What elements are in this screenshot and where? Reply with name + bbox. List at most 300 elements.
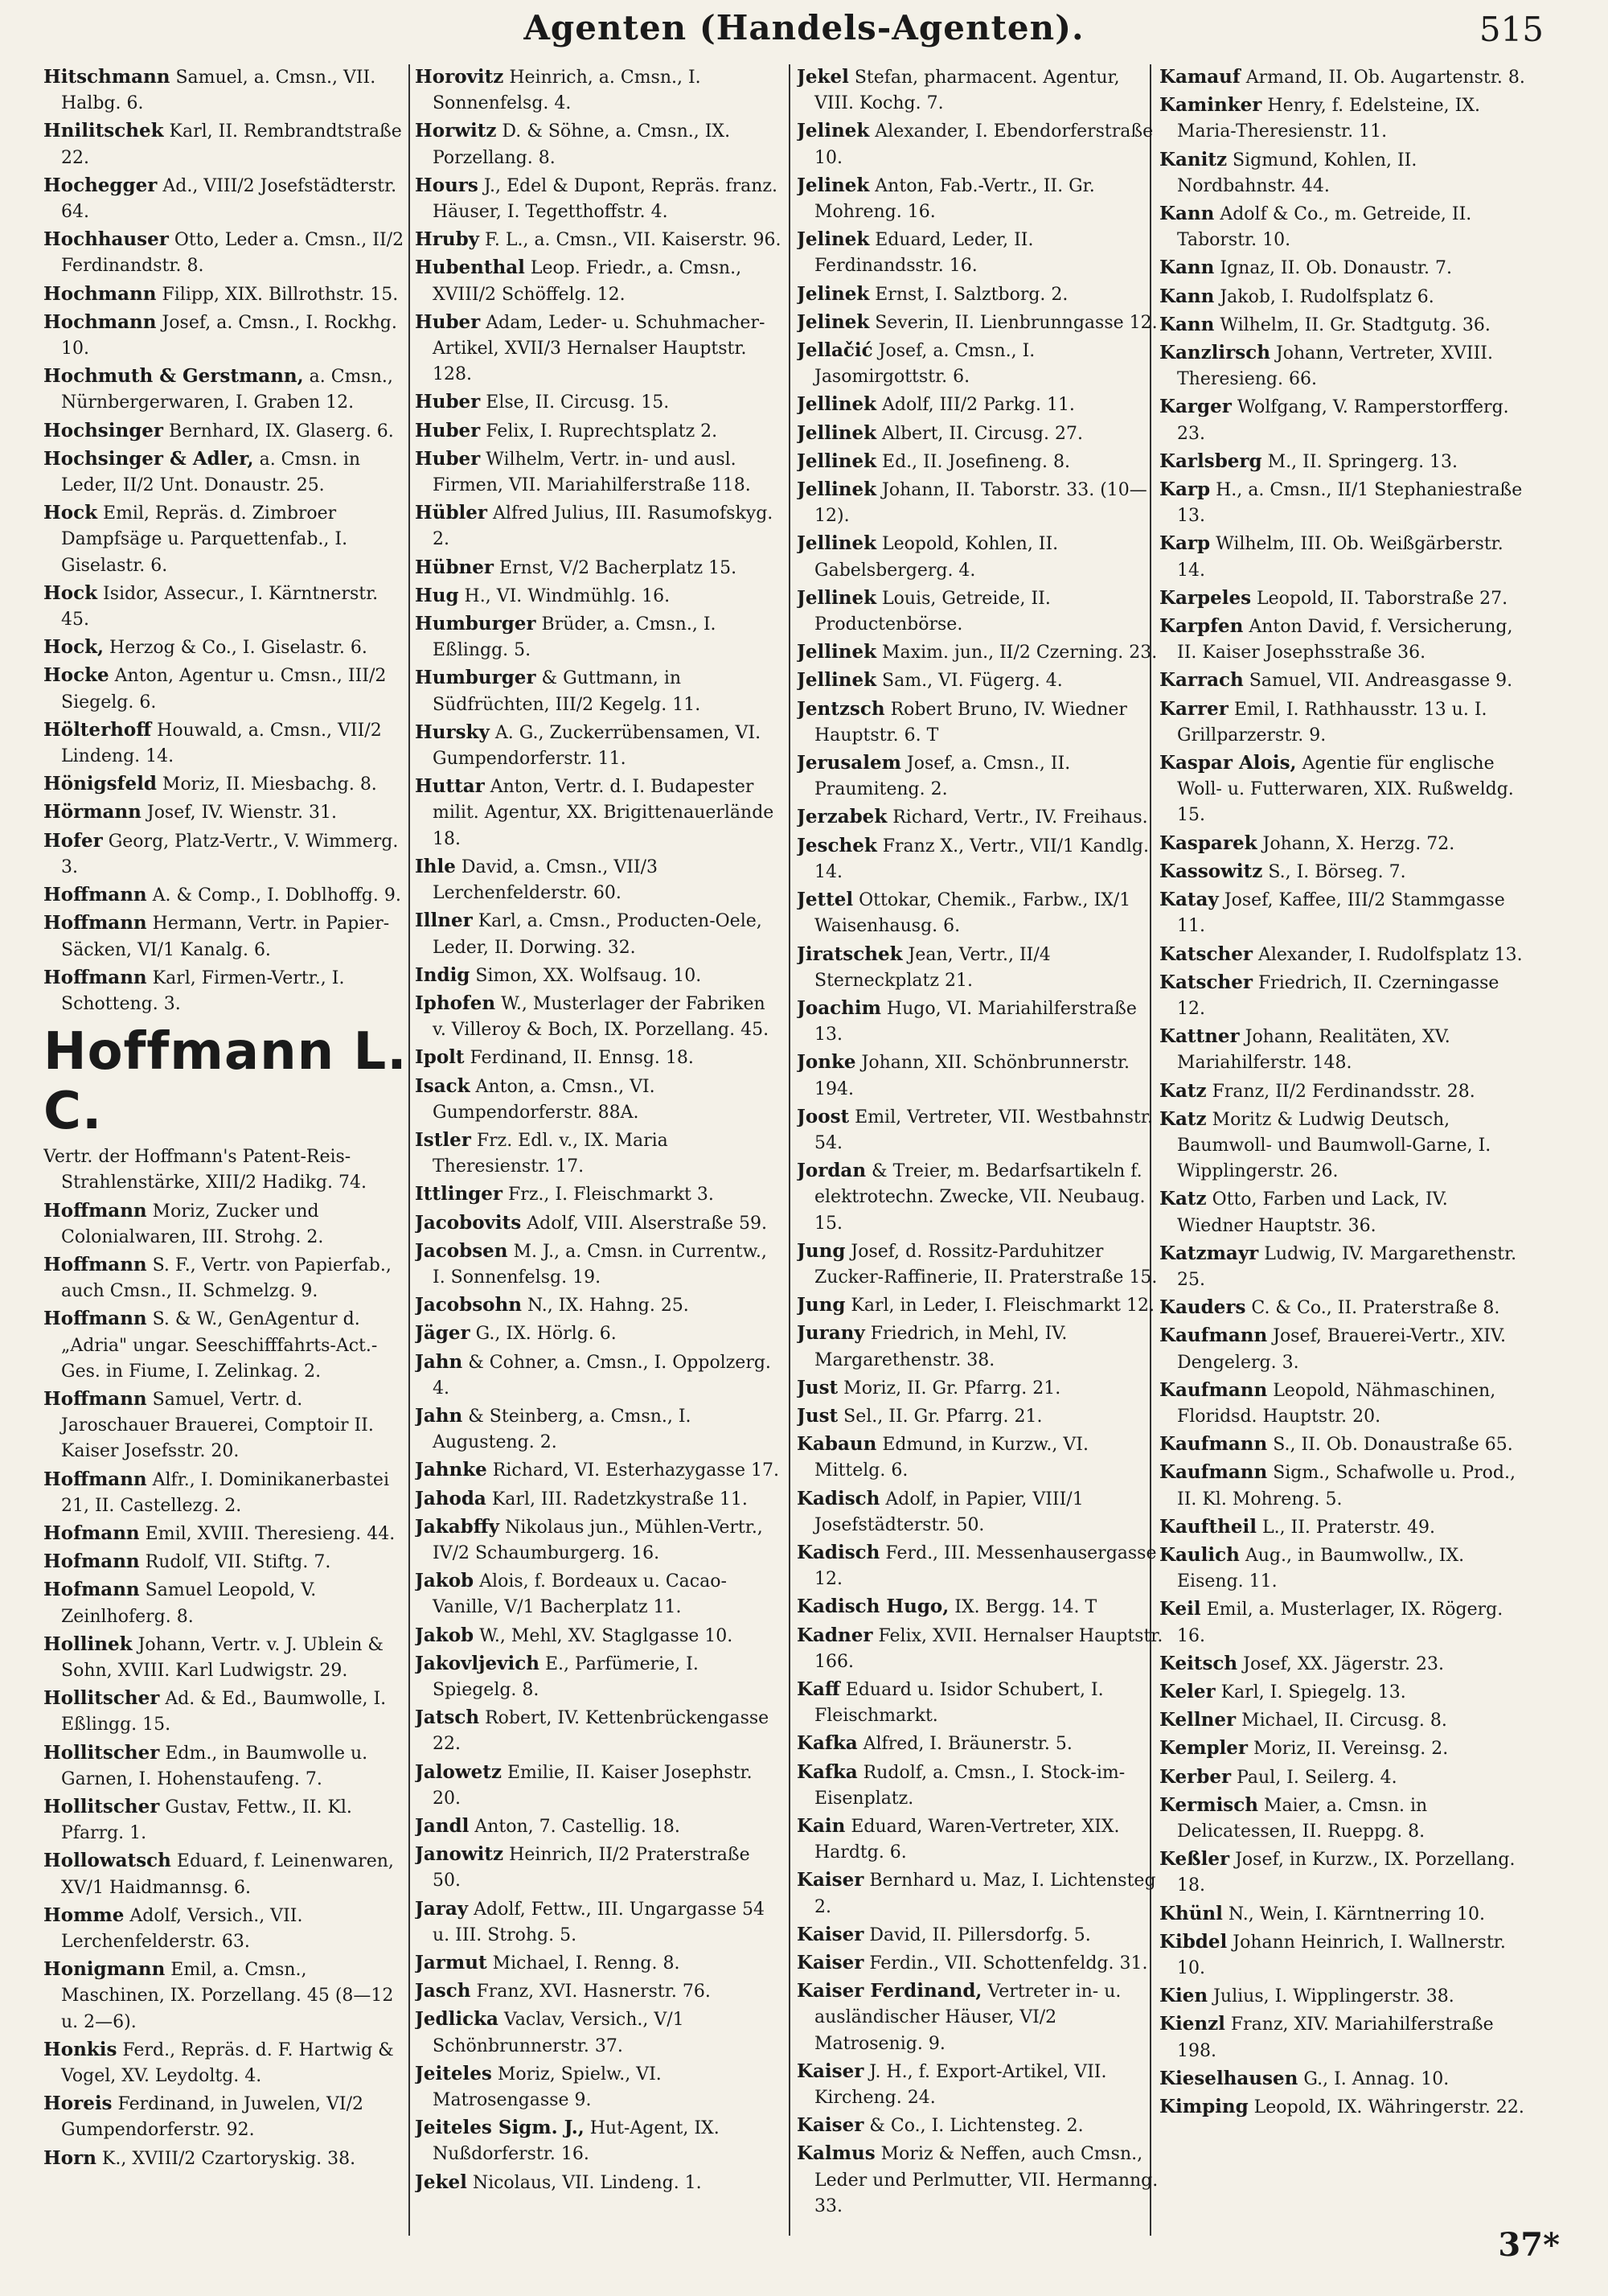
entry-details: Emil, I. Rathhausstr. 13 u. I. Grillparzerstr. 9.: [1177, 699, 1487, 745]
entry-details: Franz, XIV. Mariahilferstraße 198.: [1177, 2015, 1494, 2061]
entry-details: Leop. Friedr., a. Cmsn., XVIII/2 Schöffelg. 12.: [433, 258, 742, 305]
entry-name: Jahnke: [415, 1459, 487, 1481]
directory-entry: [415, 774, 781, 852]
entry-details: Anton, Vertr. d. I. Budapester milit. Agentur, XX. Brigittenauerlände 18.: [433, 777, 774, 849]
directory-entry: [43, 1252, 410, 1304]
entry-name: Jelinek: [797, 228, 870, 251]
directory-entry: [1159, 1651, 1526, 1678]
directory-entry: [43, 1794, 410, 1846]
entry-details: Sigm., Schafwolle u. Prod., II. Kl. Mohreng. 5.: [1177, 1463, 1516, 1509]
entry-details: Louis, Getreide, II. Productenbörse.: [814, 588, 1051, 635]
entry-name: Kaufmann: [1159, 1378, 1268, 1401]
entry-name: Keßler: [1159, 1848, 1230, 1871]
entry-details: S. & W., GenAgentur d. „Adria" ungar. Seeschifffahrts-Act.-Ges. in Fiume, I. Zelinkag. 2.: [61, 1309, 378, 1382]
entry-name: Keil: [1159, 1598, 1201, 1620]
directory-entry: [797, 1486, 1163, 1538]
entry-details: Paul, I. Seilerg. 4.: [1231, 1767, 1397, 1788]
entry-details: Robert Bruno, IV. Wiedner Hauptstr. 6. T: [814, 699, 1127, 745]
entry-details: Emilie, II. Kaiser Josephstr. 20.: [433, 1762, 753, 1809]
entry-name: Katscher: [1159, 971, 1253, 993]
entry-details: & Steinberg, a. Cmsn., I. Augusteng. 2.: [433, 1406, 691, 1453]
entry-name: Hollowatsch: [43, 1850, 171, 1872]
directory-entry: [43, 500, 410, 579]
entry-name: Jahoda: [415, 1487, 486, 1509]
directory-entry: [415, 2115, 781, 2167]
directory-entry: [43, 1686, 410, 1738]
entry-name: Jekel: [797, 66, 849, 88]
entry-details: Edmund, in Kurzw., VI. Mittelg. 6.: [814, 1435, 1089, 1481]
directory-entry: [1159, 1078, 1526, 1105]
entry-name: Katz: [1159, 1079, 1207, 1102]
entry-details: Bernhard, IX. Glaserg. 6.: [163, 421, 394, 442]
entry-details: Nikolaus jun., Mühlen-Vertr., IV/2 Schaumburgerg. 16.: [433, 1517, 763, 1563]
entry-details: Adolf & Co., m. Getreide, II. Taborstr. 10.: [1177, 204, 1472, 251]
entry-name: Istler: [415, 1128, 471, 1151]
directory-entry: [797, 1158, 1163, 1237]
entry-details: Friedrich, in Mehl, IV. Margarethenstr. 38.: [814, 1324, 1068, 1370]
entry-details: D. & Söhne, a. Cmsn., IX. Porzellang. 8.: [433, 121, 731, 168]
directory-entry: [797, 1431, 1163, 1484]
entry-details: Adolf, in Papier, VIII/1 Josefstädterstr. 50.: [814, 1489, 1084, 1535]
directory-entry: [415, 1514, 781, 1567]
entry-details: Ignaz, II. Ob. Donaustr. 7.: [1214, 258, 1452, 279]
entry-name: Jellinek: [797, 641, 877, 663]
entry-details: Alfr., I. Dominikanerbastei 21, II. Castellezg. 2.: [61, 1469, 389, 1516]
entry-details: Hugo, VI. Mariahilferstraße 13.: [814, 998, 1137, 1045]
directory-entry: [43, 1386, 410, 1465]
entry-details: Aug., in Baumwollw., IX. Eiseng. 11.: [1177, 1545, 1465, 1592]
entry-details: Ferd., III. Messenhausergasse 12.: [814, 1542, 1157, 1590]
entry-name: Hollitscher: [43, 1687, 160, 1710]
entry-name: Hochsinger: [43, 419, 164, 442]
directory-entry: [1159, 201, 1526, 253]
directory-entry: [1159, 1846, 1526, 1899]
entry-details: Alexander, I. Ebendorferstraße 10.: [814, 121, 1154, 168]
entry-name: Kalmus: [797, 2142, 876, 2165]
directory-entry: [1159, 92, 1526, 145]
directory-entry: [797, 667, 1163, 694]
directory-entry: [415, 2170, 781, 2196]
entry-name: Jacobsen: [415, 1239, 508, 1262]
entry-details: Moriz, II. Vereinsg. 2.: [1248, 1739, 1449, 1760]
display-entry: Hoffmann L. C.: [43, 1022, 408, 1142]
entry-details: Agentie für englische Woll- u. Futterwaren, XIX. Rußweldg. 15.: [1177, 754, 1514, 826]
entry-details: David, II. Pillersdorfg. 5.: [863, 1924, 1091, 1945]
entry-details: Samuel, a. Cmsn., VII. Halbg. 6.: [61, 68, 376, 114]
entry-details: Otto, Farben und Lack, IV. Wiedner Hauptstr. 36.: [1177, 1189, 1448, 1236]
entry-details: Moritz & Ludwig Deutsch, Baumwoll- und Baumwoll-Garne, I. Wipplingerstr. 26.: [1177, 1109, 1491, 1182]
entry-name: Hörmann: [43, 801, 142, 824]
directory-entry: [43, 1198, 410, 1251]
entry-name: Kaff: [797, 1678, 840, 1700]
entry-name: Just: [797, 1404, 839, 1427]
entry-details: Karl, II. Rembrandtstraße 22.: [61, 121, 402, 168]
directory-entry: [1159, 2094, 1526, 2121]
entry-name: Humburger: [415, 667, 536, 689]
entry-name: Jakob: [415, 1570, 474, 1592]
directory-entry: [1159, 942, 1526, 968]
entry-name: Hoffmann: [43, 1199, 147, 1222]
entry-details: Ernst, I. Salztborg. 2.: [869, 284, 1069, 305]
entry-name: Hubenthal: [415, 257, 525, 279]
directory-entry: [43, 1957, 410, 2035]
entry-details: Nicolaus, VII. Lindeng. 1.: [466, 2172, 702, 2193]
entry-name: Jacobsohn: [415, 1294, 522, 1316]
entry-details: Else, II. Circusg. 15.: [480, 392, 670, 413]
entry-details: Emil, Vertreter, VII. Westbahnstr. 54.: [814, 1107, 1153, 1153]
directory-entry: [43, 118, 410, 170]
directory-entry: [1159, 284, 1526, 310]
entry-details: Josef, d. Rossitz-Parduhitzer Zucker-Raffinerie, II. Praterstraße 15.: [814, 1241, 1158, 1288]
entry-details: Ottokar, Chemik., Farbw., IX/1 Waisenhausg. 6.: [814, 890, 1131, 937]
entry-details: Vaclav, Versich., V/1 Schönbrunnerstr. 37.: [433, 2010, 684, 2056]
entry-name: Jellinek: [797, 479, 877, 501]
entry-name: Kann: [1159, 203, 1215, 225]
directory-entry: [797, 804, 1163, 831]
entry-name: Kann: [1159, 257, 1215, 279]
entry-details: Alfred, I. Bräunerstr. 5.: [857, 1734, 1073, 1755]
entry-name: Humburger: [415, 613, 536, 635]
directory-entry: [797, 2113, 1163, 2139]
directory-entry: [797, 281, 1163, 308]
entry-name: Kienzl: [1159, 2013, 1225, 2035]
entry-details: Anton, 7. Castellig. 18.: [469, 1817, 680, 1837]
directory-entry: [1159, 1596, 1526, 1649]
directory-entry: [415, 908, 781, 960]
entry-name: Jahn: [415, 1350, 463, 1373]
entry-details: Josef, Brauerei-Vertr., XIV. Dengelerg. 3.: [1177, 1326, 1507, 1373]
entry-name: Karlsberg: [1159, 450, 1262, 472]
directory-entry: [415, 991, 781, 1043]
entry-details: Franz, II/2 Ferdinandsstr. 28.: [1206, 1081, 1475, 1102]
entry-name: Katzmayr: [1159, 1242, 1259, 1264]
entry-name: Kanitz: [1159, 148, 1228, 170]
entry-name: Kattner: [1159, 1025, 1240, 1048]
directory-entry: [415, 1349, 781, 1402]
directory-entry: [1159, 1241, 1526, 1293]
entry-details: Houwald, a. Cmsn., VII/2 Lindeng. 14.: [61, 720, 382, 767]
entry-details: Anton, Fab.-Vertr., II. Gr. Mohreng. 16.: [814, 175, 1095, 223]
entry-name: Kadisch: [797, 1487, 880, 1509]
entry-details: M., II. Springerg. 13.: [1261, 451, 1458, 472]
directory-entry: [43, 2091, 410, 2143]
entry-name: Kaufmann: [1159, 1433, 1268, 1456]
entry-details: Eduard, f. Leinenwaren, XV/1 Haidmannsg. 6.: [61, 1851, 394, 1898]
entry-details: Frz. Edl. v., IX. Maria Theresienstr. 17.: [433, 1130, 668, 1177]
directory-entry: [1159, 255, 1526, 281]
entry-name: Kellner: [1159, 1709, 1237, 1731]
directory-entry: [1159, 1793, 1526, 1845]
entry-name: Jahn: [415, 1404, 463, 1427]
entry-details: & Treier, m. Bedarfsartikeln f. elektrotechn. Zwecke, VII. Neubaug. 15.: [814, 1161, 1146, 1234]
entry-details: Adolf, III/2 Parkg. 11.: [876, 395, 1075, 416]
entry-details: Stefan, pharmacent. Agentur, VIII. Kochg. 7.: [814, 68, 1120, 114]
entry-name: Huber: [415, 391, 481, 413]
directory-entry: [415, 255, 781, 307]
entry-details: Filipp, XIX. Billrothstr. 15.: [156, 284, 399, 305]
directory-entry: [43, 418, 410, 445]
directory-entry: [1159, 1323, 1526, 1375]
entry-details: Ferd., Repräs. d. F. Hartwig & Vogel, XV. Leydoltg. 4.: [61, 2039, 394, 2087]
directory-entry: [1159, 859, 1526, 885]
entry-name: Jurany: [797, 1322, 865, 1345]
directory-entry: [1159, 1107, 1526, 1185]
entry-details: Emil, a. Musterlager, IX. Rögerg. 16.: [1177, 1600, 1503, 1646]
directory-entry: [43, 1903, 410, 1955]
entry-details: G., IX. Hörlg. 6.: [470, 1324, 617, 1345]
entry-details: Wilhelm, II. Gr. Stadtgutg. 36.: [1214, 314, 1491, 335]
directory-entry: [797, 1540, 1163, 1592]
directory-entry: [797, 421, 1163, 447]
entry-details: Sel., II. Gr. Pfarrg. 21.: [838, 1406, 1043, 1427]
entry-name: Hoffmann: [43, 884, 147, 906]
entry-name: Hock,: [43, 636, 105, 659]
entry-details: Ludwig, IV. Margarethenstr. 25.: [1177, 1243, 1517, 1290]
entry-name: Hocke: [43, 664, 109, 687]
directory-entry: [797, 118, 1163, 170]
entry-details: H., VI. Windmühlg. 16.: [458, 585, 671, 606]
entry-details: Armand, II. Ob. Augartenstr. 8.: [1240, 68, 1525, 88]
directory-entry: [43, 281, 410, 308]
entry-details: Wilhelm, III. Ob. Weißgärberstr. 14.: [1177, 534, 1503, 581]
directory-entry: [1159, 1514, 1526, 1541]
entry-name: Hollitscher: [43, 1741, 160, 1764]
directory-entry: [415, 1045, 781, 1071]
entry-name: Janowitz: [415, 1843, 504, 1866]
entry-name: Hollinek: [43, 1633, 133, 1655]
entry-name: Kabaun: [797, 1433, 877, 1456]
entry-name: Iphofen: [415, 992, 496, 1014]
entry-name: Huber: [415, 419, 481, 442]
entry-name: Keler: [1159, 1680, 1216, 1702]
directory-entry: [797, 1950, 1163, 1977]
directory-entry: [1159, 1929, 1526, 1982]
entry-details: Vertr. der Hoffmann's Patent-Reis-Strahlenstärke, XIII/2 Hadikg. 74.: [43, 1147, 367, 1193]
entry-name: Kibdel: [1159, 1930, 1228, 1953]
entry-details: J. H., f. Export-Artikel, VII. Kircheng. 24.: [814, 2061, 1107, 2109]
entry-details: N., Wein, I. Kärntnerring 10.: [1222, 1904, 1485, 1924]
entry-name: Jiratschek: [797, 943, 903, 965]
entry-name: Hölterhoff: [43, 718, 152, 741]
directory-entry: [43, 799, 410, 826]
directory-entry: [797, 1922, 1163, 1949]
directory-entry: [415, 1181, 781, 1208]
entry-details: Vertreter in- u. ausländischer Häuser, VI/2 Matrosenig. 9.: [814, 1982, 1122, 2054]
directory-entry: [43, 717, 410, 770]
entry-name: Kadisch: [797, 1541, 880, 1563]
entry-name: Jacobovits: [415, 1211, 522, 1234]
column-4: [1159, 64, 1526, 2236]
entry-details: Hermann, Vertr. in Papier-Säcken, VI/1 Kanalg. 6.: [61, 914, 390, 960]
directory-entry: [43, 446, 410, 499]
entry-details: Ernst, V/2 Bacherplatz 15.: [494, 557, 737, 578]
entry-name: Kerber: [1159, 1765, 1232, 1788]
directory-entry: [43, 2146, 410, 2172]
entry-details: Emil, Repräs. d. Zimbroer Dampfsäge u. Parquettenfab., I. Giselastr. 6.: [61, 503, 348, 576]
directory-columns: [43, 64, 1563, 2236]
entry-name: Hug: [415, 584, 459, 606]
directory-entry: [43, 1632, 410, 1684]
directory-entry: [797, 1813, 1163, 1866]
entry-details: Josef, IV. Wienstr. 31.: [141, 803, 337, 824]
entry-name: Hochhauser: [43, 228, 169, 251]
entry-details: Simon, XX. Wolfsaug. 10.: [470, 965, 702, 986]
directory-entry: [415, 1127, 781, 1180]
entry-details: Jean, Vertr., II/4 Sterneckplatz 21.: [814, 944, 1051, 991]
directory-entry: [1159, 64, 1526, 91]
entry-details: Johann, Realitäten, XV. Mariahilferstr. 148.: [1177, 1027, 1450, 1074]
entry-name: Jellinek: [797, 586, 877, 609]
entry-name: Jung: [797, 1239, 846, 1262]
directory-entry: [797, 173, 1163, 225]
entry-details: Karl, I. Spiegelg. 13.: [1215, 1682, 1406, 1702]
entry-name: Jerusalem: [797, 752, 901, 774]
directory-entry: [1159, 2066, 1526, 2093]
directory-entry: [797, 833, 1163, 885]
entry-details: Michael, II. Circusg. 8.: [1236, 1711, 1447, 1731]
directory-entry: [415, 64, 781, 117]
entry-name: Jeiteles: [415, 2062, 492, 2084]
directory-entry: [1159, 1707, 1526, 1734]
entry-name: Hochmann: [43, 310, 157, 333]
entry-details: & Cohner, a. Cmsn., I. Oppolzerg. 4.: [433, 1352, 771, 1399]
entry-name: Indig: [415, 963, 470, 986]
entry-details: Josef, a. Cmsn., II. Praumiteng. 2.: [814, 754, 1071, 800]
entry-name: Karpfen: [1159, 615, 1244, 638]
entry-details: Johann, Vertr. v. J. Ublein & Sohn, XVIII. Karl Ludwigstr. 29.: [61, 1634, 384, 1681]
entry-details: H., a. Cmsn., II/1 Stephaniestraße 13.: [1177, 480, 1523, 527]
directory-entry: [797, 639, 1163, 666]
entry-name: Hitschmann: [43, 66, 170, 88]
entry-details: Sigmund, Kohlen, II. Nordbahnstr. 44.: [1177, 150, 1417, 196]
entry-name: Hochmuth & Gerstmann,: [43, 365, 304, 388]
entry-name: Jandl: [415, 1815, 470, 1837]
entry-name: Horeis: [43, 2093, 113, 2115]
entry-name: Jedlicka: [415, 2008, 498, 2031]
entry-name: Jellinek: [797, 669, 877, 692]
directory-entry: [43, 1521, 410, 1547]
entry-details: Maxim. jun., II/2 Czerning. 23.: [876, 643, 1158, 663]
entry-name: Ittlinger: [415, 1183, 503, 1206]
entry-details: a. Cmsn., Nürnbergerwaren, I. Graben 12.: [61, 367, 393, 413]
entry-name: Kaspar Alois,: [1159, 752, 1297, 774]
directory-entry: [415, 1813, 781, 1840]
entry-details: Josef, Kaffee, III/2 Stammgasse 11.: [1177, 890, 1505, 937]
entry-name: Kadisch Hugo,: [797, 1596, 950, 1618]
directory-entry: [797, 1375, 1163, 1402]
entry-details: S. F., Vertr. von Papierfab., auch Cmsn., II. Schmelzg. 9.: [61, 1255, 392, 1302]
entry-name: Kafka: [797, 1760, 858, 1783]
entry-name: Katscher: [1159, 943, 1253, 965]
entry-details: Robert, IV. Kettenbrückengasse 22.: [433, 1708, 769, 1755]
directory-entry: [415, 500, 781, 552]
entry-details: Anton David, f. Versicherung, II. Kaiser Josephsstraße 36.: [1177, 617, 1513, 663]
entry-name: Jakovljevich: [415, 1652, 539, 1674]
directory-entry: [797, 887, 1163, 939]
entry-details: Leopold, Nähmaschinen, Floridsd. Hauptstr. 20.: [1177, 1380, 1496, 1427]
directory-entry: [797, 1238, 1163, 1291]
entry-details: Otto, Leder a. Cmsn., II/2 Ferdinandstr. 8.: [61, 230, 404, 277]
entry-details: Johann Heinrich, I. Wallnerstr. 10.: [1177, 1932, 1506, 1979]
directory-entry: [1159, 1460, 1526, 1512]
entry-name: Hoffmann: [43, 966, 147, 988]
entry-details: Moriz, II. Miesbachg. 8.: [156, 774, 377, 795]
directory-entry: [797, 1292, 1163, 1319]
directory-entry: [415, 854, 781, 906]
entry-details: Alois, f. Bordeaux u. Cacao-Vanille, V/1 Bacherplatz 11.: [433, 1571, 727, 1618]
entry-details: S., II. Ob. Donaustraße 65.: [1267, 1435, 1513, 1456]
entry-details: Julius, I. Wipplingerstr. 38.: [1208, 1986, 1454, 2007]
entry-details: Moriz, Zucker und Colonialwaren, III. Strohg. 2.: [61, 1201, 324, 1247]
entry-name: Jaray: [415, 1897, 469, 1920]
entry-details: Franz, XVI. Hasnerstr. 76.: [470, 1982, 711, 2002]
directory-entry: [415, 1568, 781, 1620]
entry-name: Kempler: [1159, 1737, 1249, 1760]
directory-entry: [797, 1978, 1163, 2057]
directory-entry: [797, 2141, 1163, 2220]
entry-name: Hoffmann: [43, 1308, 147, 1330]
entry-name: Jettel: [797, 889, 854, 911]
entry-details: Moriz & Neffen, auch Cmsn., Leder und Perlmutter, VII. Hermanng. 33.: [814, 2144, 1159, 2216]
entry-name: Jeiteles Sigm. J.,: [415, 2117, 585, 2139]
directory-entry: [43, 882, 410, 909]
entry-name: Keitsch: [1159, 1652, 1238, 1674]
entry-details: Richard, VI. Esterhazygasse 17.: [486, 1460, 779, 1481]
entry-details: Rudolf, VII. Stiftg. 7.: [139, 1552, 331, 1573]
directory-entry: [43, 1549, 410, 1575]
entry-details: Ferdinand, II. Ennsg. 18.: [464, 1048, 694, 1069]
entry-details: Adolf, Versich., VII. Lerchenfelderstr. 63.: [61, 1905, 303, 1952]
entry-name: Jelinek: [797, 310, 870, 333]
entry-name: Jellačić: [797, 339, 873, 362]
directory-entry: [415, 1074, 781, 1126]
entry-details: Josef, a. Cmsn., I. Rockhg. 10.: [61, 312, 397, 359]
entry-details: Anton, a. Cmsn., VI. Gumpendorferstr. 88A.: [433, 1076, 655, 1123]
entry-name: Karp: [1159, 532, 1211, 555]
entry-details: Samuel, Vertr. d. Jaroschauer Brauerei, Comptoir II. Kaiser Josefsstr. 20.: [61, 1389, 374, 1462]
entry-name: Kaufmann: [1159, 1461, 1268, 1484]
entry-details: Isidor, Assecur., I. Kärntnerstr. 45.: [61, 583, 379, 630]
directory-entry: [797, 1594, 1163, 1620]
entry-name: Jung: [797, 1294, 846, 1316]
entry-details: Frz., I. Fleischmarkt 3.: [503, 1185, 714, 1206]
directory-entry: [797, 996, 1163, 1048]
entry-details: & Guttmann, in Südfrüchten, III/2 Kegelg. 11.: [433, 668, 701, 715]
entry-details: Jakob, I. Rudolfsplatz 6.: [1214, 286, 1434, 307]
entry-name: Hofmann: [43, 1579, 140, 1601]
entry-details: J., Edel & Dupont, Repräs. franz. Häuser, I. Tegetthoffstr. 4.: [433, 175, 777, 223]
entry-name: Kermisch: [1159, 1793, 1258, 1816]
entry-details: Moriz, II. Gr. Pfarrg. 21.: [838, 1378, 1061, 1399]
entry-name: Jerzabek: [797, 806, 888, 828]
entry-name: Jellinek: [797, 450, 877, 472]
directory-entry: [43, 363, 410, 416]
entry-details: Herzog & Co., I. Giselastr. 6.: [104, 638, 367, 659]
entry-details: N., IX. Hahng. 25.: [521, 1296, 689, 1316]
entry-name: Hoffmann: [43, 1468, 147, 1490]
directory-entry: [415, 1842, 781, 1894]
directory-entry: [415, 389, 781, 416]
entry-details: Michael, I. Renng. 8.: [486, 1953, 680, 1974]
directory-entry: [1159, 887, 1526, 939]
entry-name: Kamauf: [1159, 66, 1241, 88]
directory-entry: [43, 2037, 410, 2089]
directory-entry: [797, 1867, 1163, 1920]
entry-details: & Co., I. Lichtensteg. 2.: [863, 2116, 1084, 2137]
directory-entry: [797, 1321, 1163, 1373]
directory-entry: [1159, 1186, 1526, 1238]
entry-name: Horwitz: [415, 120, 497, 142]
